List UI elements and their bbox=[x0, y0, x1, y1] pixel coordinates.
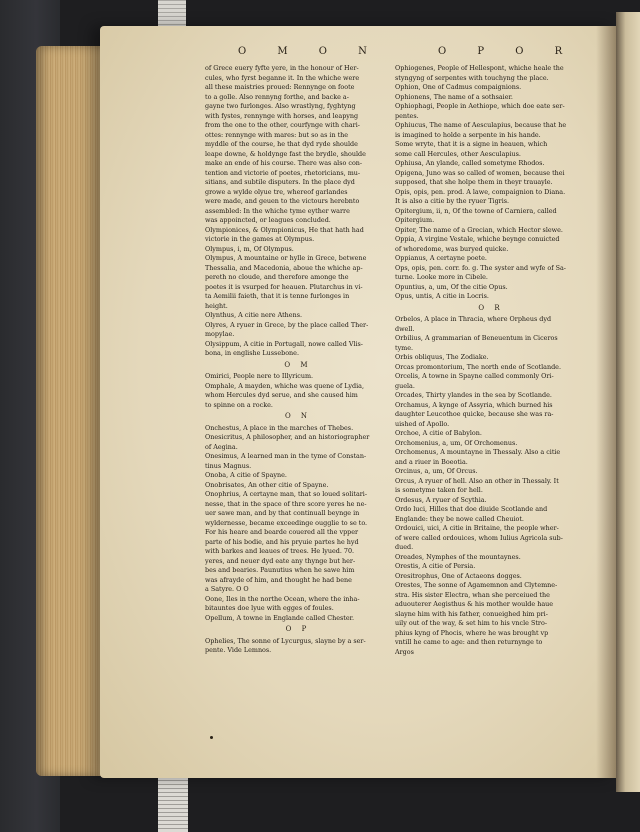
dictionary-line: Orchoe, A citie of Babylon. bbox=[395, 429, 482, 437]
dictionary-line: Orbilius, A grammarian of Beneuentum in Ciceros bbox=[395, 334, 558, 342]
dictionary-line: with fystes, rennynge with horses, and leapyng bbox=[205, 111, 359, 120]
dictionary-line: styngyng of serpentes with touchyng the place. bbox=[395, 73, 549, 82]
dictionary-line: poetes it is vsurped for heauen. Plutarchus in vi- bbox=[205, 282, 363, 291]
dictionary-line: Ordouici, uici, A citie in Britaine, the people wher- bbox=[395, 524, 559, 532]
dictionary-line: uer sawe man, and by that continuall beynge in bbox=[205, 509, 360, 517]
dictionary-line: Onophrius, A certayne man, that so loued solitari- bbox=[205, 490, 368, 498]
dictionary-line: and a riuer in Boeotia. bbox=[395, 457, 468, 466]
dictionary-line: Orchomenius, a, um, Of Orchomenus. bbox=[395, 438, 518, 447]
dictionary-line: uished of Apollo. bbox=[395, 419, 450, 428]
dictionary-line: Orcelis, A towne in Spayne called commonly Ori- bbox=[395, 372, 554, 380]
dictionary-line: whom Hercules dyd serue, and she caused him bbox=[205, 391, 358, 399]
measuring-ruler-bottom bbox=[158, 776, 188, 832]
dictionary-line: Argos bbox=[395, 647, 414, 656]
next-page-edge bbox=[616, 12, 640, 792]
dictionary-line: bona, in englishe Lussebone. bbox=[205, 349, 299, 357]
dictionary-line: Ops, opis, pen. corr. fo. g. The syster and wyfe of Sa- bbox=[395, 263, 566, 272]
text-column-right bbox=[395, 64, 587, 657]
dictionary-line: bes and bearies. Paunutius when he sawe him bbox=[205, 566, 355, 574]
dictionary-line: bitauntes doe lyue with egges of foules. bbox=[205, 604, 334, 612]
dictionary-line: sitians, and subtile disputers. In the place dyd bbox=[205, 178, 355, 186]
gutter-shadow bbox=[596, 26, 616, 778]
dictionary-line: Omphale, A mayden, whiche was quene of Lydia, bbox=[205, 381, 364, 390]
dictionary-line: mopylae. bbox=[205, 330, 235, 338]
dictionary-line: Orchomenus, A mountayne in Thessaly. Also a citie bbox=[395, 448, 561, 456]
dictionary-line: Oppianus, A certayne poete. bbox=[395, 254, 487, 262]
running-header-left: O M O N bbox=[238, 46, 381, 57]
dictionary-line: all these maistries proued: Rennynge on foote bbox=[205, 83, 355, 91]
dictionary-line: Ophiusa, An ylande, called sometyme Rhodos. bbox=[395, 159, 545, 167]
dictionary-line: For his heare and bearde couered all the vpper bbox=[205, 528, 359, 536]
dictionary-line: Olysippum, A citie in Portugall, nowe called Vlis- bbox=[205, 339, 363, 348]
dictionary-line: Opitergium, ii, n, Of the towne of Carniera, called bbox=[395, 206, 557, 215]
dictionary-line: Orcades, Thirty ylandes in the sea by Scotlande. bbox=[395, 391, 552, 399]
dictionary-line: nesse, that in the space of thre score yeres he ne- bbox=[205, 499, 367, 508]
dictionary-line: height. bbox=[205, 301, 228, 310]
dictionary-line: Orcus, A ryuer of hell. Also an other in Thessaly. It bbox=[395, 476, 559, 485]
dictionary-line: dued. bbox=[395, 543, 414, 551]
dictionary-line: parte of his bodie, and his pryuie partes he hyd bbox=[205, 537, 359, 546]
dictionary-line: was afrayde of him, and thought he had bene bbox=[205, 575, 352, 584]
ink-dot bbox=[210, 736, 213, 739]
dictionary-line: Olynthus, A citie nere Athens. bbox=[205, 311, 303, 319]
dictionary-line: slayne him with his father, conueighed him pri- bbox=[395, 609, 548, 618]
dictionary-line: Oresitrophus, One of Actaeons dogges. bbox=[395, 571, 522, 580]
dictionary-line: yeres, and neuer dyd eate any thynge but her- bbox=[205, 556, 356, 565]
dictionary-line: guela. bbox=[395, 381, 415, 390]
dictionary-line: Oppia, A virgine Vestale, whiche beynge conuicted bbox=[395, 235, 560, 243]
dictionary-line: Opitergium. bbox=[395, 216, 435, 224]
dictionary-line: Onesicritus, A philosopher, and an historiographer bbox=[205, 433, 370, 441]
dictionary-line: Opellum, A towne in Englande called Chester. bbox=[205, 613, 355, 622]
dictionary-line: uily out of the way, & set him to his vncle Stro- bbox=[395, 619, 547, 627]
dictionary-line: is imagined to holde a serpente in his hande. bbox=[395, 130, 541, 139]
dictionary-line: of Grece euery fyfte yere, in the honour of Her- bbox=[205, 64, 359, 72]
dictionary-line: pentes. bbox=[395, 111, 419, 120]
dictionary-line: phius kyng of Phocis, where he was brought vp bbox=[395, 628, 549, 637]
dictionary-line: tinus Magnus. bbox=[205, 461, 252, 470]
dictionary-line: Onobrisates, An other citie of Spayne. bbox=[205, 480, 329, 489]
dictionary-line: daughter Leucothoe quicke, because she was ra- bbox=[395, 410, 554, 418]
dictionary-line: Ophiophagi, People in Aethiope, which doe eate ser- bbox=[395, 102, 565, 110]
dictionary-line: Orbelos, A place in Thracia, where Orpheus dyd bbox=[395, 315, 552, 323]
dictionary-line: tyme. bbox=[395, 343, 414, 352]
dictionary-line: Olympus, i, m, Of Olympus. bbox=[205, 244, 294, 253]
dictionary-line: It is also a citie by the ryuer Tigris. bbox=[395, 197, 510, 205]
dictionary-line: Opus, untis, A citie in Locris. bbox=[395, 292, 489, 300]
dictionary-line: were made, and geuen to the victours herebnto bbox=[205, 197, 360, 205]
dictionary-line: Olyres, A ryuer in Grece, by the place called Ther- bbox=[205, 320, 369, 329]
dictionary-line: of were called ordouices, whom Iulius Agricola sub- bbox=[395, 533, 563, 542]
dictionary-line: Ophiucus, The name of Aesculapius, because that he bbox=[395, 121, 567, 129]
dictionary-line: Onchestus, A place in the marches of Thebes. bbox=[205, 423, 354, 432]
section-letter-heading: O R bbox=[478, 303, 504, 312]
dictionary-line: Some wryte, that it is a signe in heauen, which bbox=[395, 140, 548, 148]
dictionary-line: leape downe, & holdynge fast the brydle, shoulde bbox=[205, 149, 366, 158]
dictionary-line: Orcas promontorium, The north ende of Scotlande. bbox=[395, 362, 561, 371]
dictionary-line: ottes: rennynge with mares: but so as in the bbox=[205, 130, 349, 139]
dictionary-line: gayne two furlonges. Also wrastlyng, fyghtyng bbox=[205, 102, 356, 110]
dictionary-line: Opigena, Juno was so called of women, because thei bbox=[395, 168, 565, 177]
dictionary-line: Ophionens, The name of a sothsaier. bbox=[395, 92, 513, 101]
dictionary-line: supposed, that she holpe them in theyr trauayle. bbox=[395, 178, 553, 186]
dictionary-line: Oreades, Nymphes of the mountaynes. bbox=[395, 552, 521, 561]
dictionary-line: turne. Looke more in Cibele. bbox=[395, 273, 488, 281]
dictionary-line: from the one to the other, courfynge with chari- bbox=[205, 121, 360, 129]
dictionary-line: vntill he came to age: and then returnynge to bbox=[395, 638, 543, 646]
dictionary-line: with barkes and leaues of trees. He lyued. 70. bbox=[205, 547, 355, 555]
dictionary-line: Ophion, One of Cadmus compaignions. bbox=[395, 83, 522, 91]
dictionary-line: Ophelies, The sonne of Lycurgus, slayne by a ser- bbox=[205, 636, 366, 645]
dictionary-line: Englande: they be nowe called Cheuiot. bbox=[395, 514, 524, 523]
dictionary-line: Olympus, A mountaine or hylle in Grece, betwene bbox=[205, 254, 367, 262]
measuring-ruler-top bbox=[158, 0, 186, 28]
dictionary-line: make an ende of his course. There was also con- bbox=[205, 159, 363, 167]
section-letter-heading: O P bbox=[285, 625, 311, 633]
dictionary-line: to a golle. Also rennyng forthe, and backe a- bbox=[205, 92, 349, 101]
dictionary-line: stra. His sister Electra, whan she perceiued the bbox=[395, 590, 550, 599]
dictionary-line: Ordo luci, Hilles that doe diuide Scotlande and bbox=[395, 505, 548, 513]
dictionary-line: Ophiogenes, People of Hellespont, whiche heale the bbox=[395, 64, 564, 72]
dictionary-line: Onoba, A citie of Spayne. bbox=[205, 471, 287, 479]
dictionary-line: to spinne on a rocke. bbox=[205, 400, 273, 409]
dictionary-line: Thessalia, and Macedonia, aboue the whiche ap- bbox=[205, 263, 363, 272]
dictionary-line: of Aegina. bbox=[205, 442, 238, 451]
dictionary-line: pente. Vide Lemnos. bbox=[205, 646, 272, 654]
dictionary-line: Opiter, The name of a Grecian, which Hector slewe. bbox=[395, 225, 563, 234]
dictionary-line: myddle of the course, he that dyd ryde shoulde bbox=[205, 140, 358, 148]
dictionary-line: Orcinus, a, um, Of Orcus. bbox=[395, 467, 478, 475]
dictionary-line: Opis, opis, pen. prod. A lawe, compaignion to Diana. bbox=[395, 187, 566, 196]
dictionary-line: Orbis obliquus, The Zodiake. bbox=[395, 353, 489, 361]
dictionary-line: Orchamus, A kynge of Assyria, which burned his bbox=[395, 400, 553, 409]
dictionary-line: Omirici, People nere to Illyricum. bbox=[205, 372, 314, 380]
dictionary-line: was appoincted, or leagues concluded. bbox=[205, 216, 331, 224]
dictionary-line: victorie in the games at Olympus. bbox=[205, 235, 315, 243]
dictionary-line: Opuntius, a, um, Of the citie Opus. bbox=[395, 282, 508, 291]
dictionary-line: Oone, Iles in the northe Ocean, where the inha- bbox=[205, 594, 360, 603]
dictionary-line: wyldernesse, became exceedinge ougglie to se to. bbox=[205, 518, 368, 527]
dictionary-line: assembled: In the whiche tyme eyther warre bbox=[205, 206, 350, 215]
dictionary-line: is sometyme taken for hell. bbox=[395, 486, 483, 494]
dictionary-line: Onesimus, A learned man in the tyme of Constan- bbox=[205, 452, 367, 460]
dictionary-line: cules, who fyrst beganne it. In the whiche were bbox=[205, 73, 360, 82]
text-column-left bbox=[205, 64, 391, 656]
dictionary-line: Orestes, The sonne of Agamemnon and Clytemne- bbox=[395, 581, 558, 589]
dictionary-line: some call Hercules, other Aesculapius. bbox=[395, 149, 521, 158]
dictionary-line: pereth no cloude, and therefore amonge the bbox=[205, 273, 349, 281]
dictionary-line: Ordesus, A ryuer of Scythia. bbox=[395, 495, 487, 504]
dictionary-line: ta Aemilii faieth, that it is tenne furlonges in bbox=[205, 292, 350, 300]
dictionary-line: of whoredome, was buryed quicke. bbox=[395, 244, 509, 253]
dictionary-line: Orestis, A citie of Persia. bbox=[395, 562, 476, 570]
dictionary-line: a Satyre. O O bbox=[205, 585, 249, 593]
dictionary-line: growe a wylde olyue tre, whereof garlandes bbox=[205, 187, 348, 196]
running-header-right: O P O R bbox=[438, 46, 577, 57]
dictionary-line: tention and victorie of poetes, rhetoricians, mu- bbox=[205, 168, 361, 177]
dictionary-line: dwell. bbox=[395, 324, 415, 333]
dictionary-line: Olympionices, & Olympionicus, He that hath had bbox=[205, 225, 364, 234]
dictionary-line: aduouterer Aegisthus & his mother woulde haue bbox=[395, 600, 554, 608]
section-letter-heading: O N bbox=[284, 412, 312, 420]
section-letter-heading: O M bbox=[284, 360, 312, 369]
